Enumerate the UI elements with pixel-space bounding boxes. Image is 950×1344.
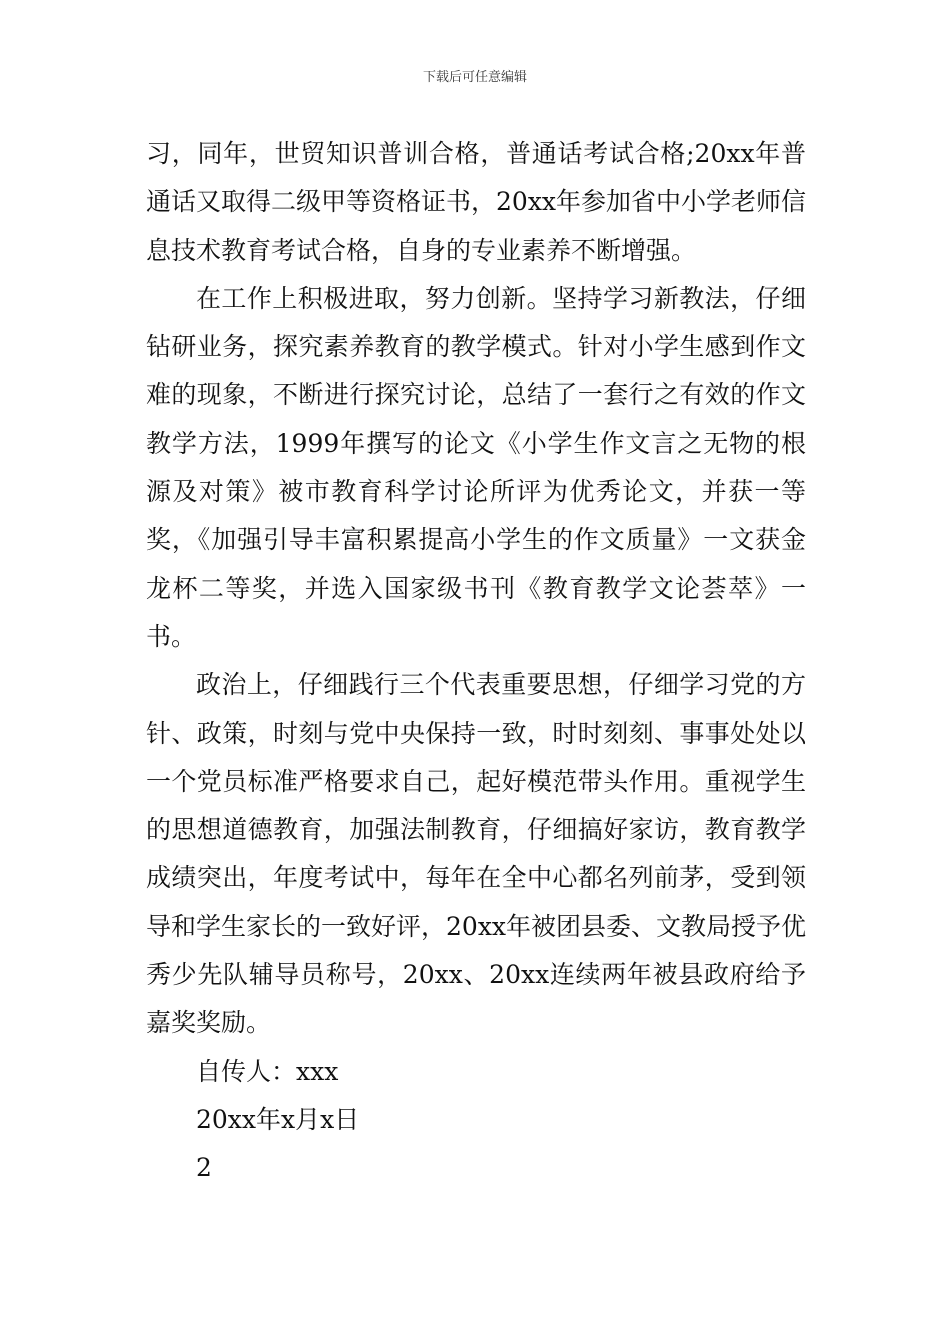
page-number: 2 [196,1153,212,1183]
paragraph-continuation: 习，同年，世贸知识普训合格，普通话考试合格;20xx年普通话又取得二级甲等资格证书，20xx年参加省中小学老师信息技术教育考试合格，自身的专业素养不断增强。 [146,139,807,265]
page-header-note: 下载后可任意编辑 [422,70,527,85]
document-body [146,130,806,1193]
paragraph-politics: 政治上，仔细践行三个代表重要思想，仔细学习党的方针、政策，时刻与党中央保持一致，时时刻刻、事事处处以一个党员标准严格要求自己，起好模范带头作用。重视学生的思想道德教育，加强法制教育，仔细搞好家访，教育教学成绩突出，年度考试中，每年在全中心都名列前茅，受到领导和学生家长的一致好评，20xx年被团县委、文教局授予优秀少先队辅导员称号，20xx、20xx连续两年被县政府给予嘉奖奖励。 [146,670,807,1038]
signature-date: 20xx年x月x日 [196,1104,360,1134]
signature-author: 自传人：xxx [196,1056,339,1086]
paragraph-work: 在工作上积极进取，努力创新。坚持学习新教法，仔细钻研业务，探究素养教育的教学模式。针对小学生感到作文难的现象，不断进行探究讨论，总结了一套行之有效的作文教学方法，1999年撰写的论文《小学生作文言之无物的根源及对策》被市教育科学讨论所评为优秀论文，并获一等奖，《加强引导丰富积累提高小学生的作文质量》一文获金龙杯二等奖，并选入国家级书刊《教育教学文论荟萃》一书。 [146,283,806,651]
